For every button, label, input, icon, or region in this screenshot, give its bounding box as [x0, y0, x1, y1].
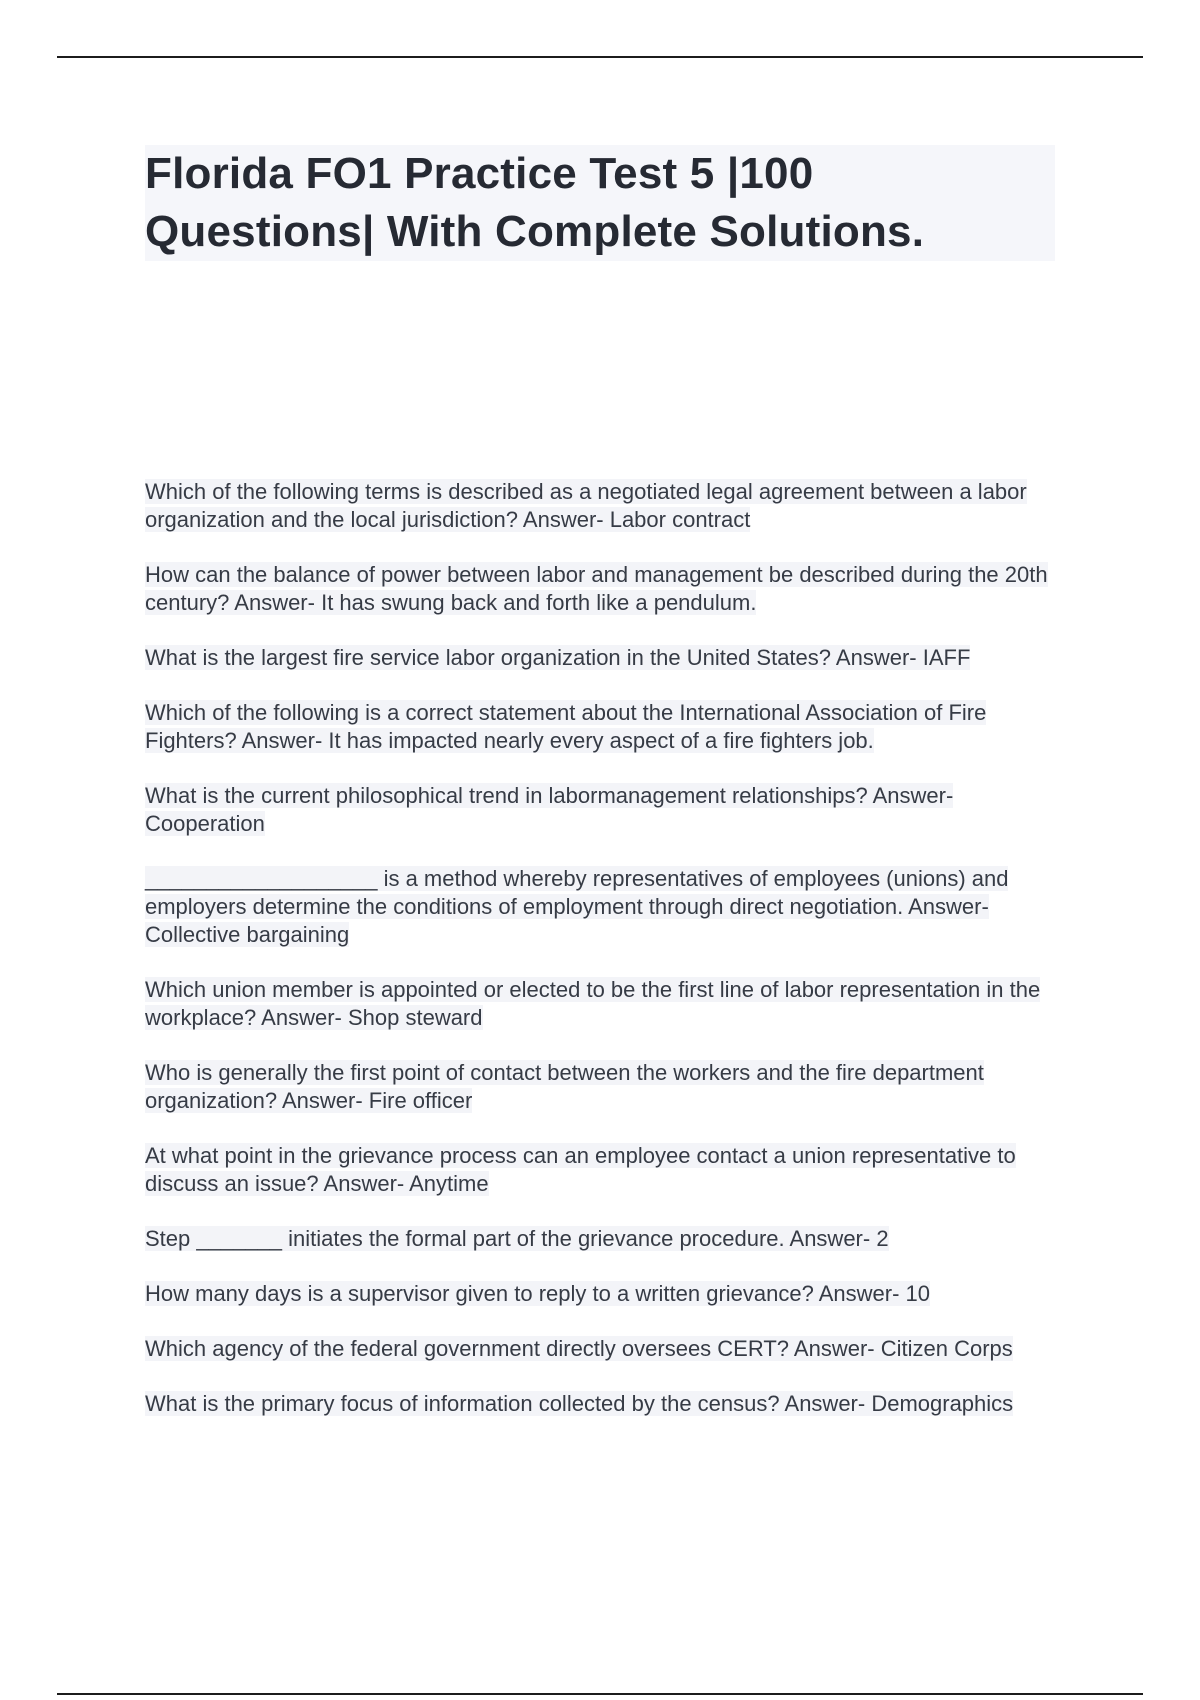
- question-item: [145, 1225, 1065, 1253]
- question-text: Which of the following is a correct statement about the International Association of Fire Fighters? Answer- It has impacted nearly every aspect of a fire fighters job.: [145, 700, 987, 753]
- question-text: How can the balance of power between labor and management be described during the 20th century? Answer- It has swung back and forth like a pendulum.: [145, 562, 1048, 615]
- question-item: [145, 1280, 1065, 1308]
- question-list: [145, 478, 1065, 1445]
- question-item: [145, 865, 1065, 949]
- question-item: [145, 478, 1065, 534]
- question-text: At what point in the grievance process can an employee contact a union representative to discuss an issue? Answer- Anytime: [145, 1143, 1016, 1196]
- title-block: [145, 145, 1055, 261]
- question-text: Which of the following terms is described as a negotiated legal agreement between a labor organization and the local jurisdiction? Answer- Labor contract: [145, 479, 1027, 532]
- question-text: Which union member is appointed or elected to be the first line of labor representation in the workplace? Answer- Shop steward: [145, 977, 1041, 1030]
- question-item: [145, 782, 1065, 838]
- question-text: What is the current philosophical trend in labormanagement relationships? Answer- Cooperation: [145, 783, 954, 836]
- question-item: [145, 1335, 1065, 1363]
- question-text: ___________________ is a method whereby representatives of employees (unions) and employers determine the conditions of employment through direct negotiation. Answer- Collective bargaining: [145, 866, 1009, 947]
- question-item: [145, 1142, 1065, 1198]
- question-item: [145, 699, 1065, 755]
- question-item: [145, 644, 1065, 672]
- question-item: [145, 1059, 1065, 1115]
- question-item: [145, 1390, 1065, 1418]
- question-text: What is the largest fire service labor organization in the United States? Answer- IAFF: [145, 645, 971, 670]
- question-text: Which agency of the federal government directly oversees CERT? Answer- Citizen Corps: [145, 1336, 1013, 1361]
- question-text: What is the primary focus of information collected by the census? Answer- Demographics: [145, 1391, 1014, 1416]
- document-title: Florida FO1 Practice Test 5 |100 Questions| With Complete Solutions.: [145, 149, 925, 256]
- question-item: [145, 561, 1065, 617]
- question-text: How many days is a supervisor given to reply to a written grievance? Answer- 10: [145, 1281, 931, 1306]
- question-text: Step _______ initiates the formal part of the grievance procedure. Answer- 2: [145, 1226, 889, 1251]
- footer-rule: [57, 1693, 1143, 1695]
- question-text: Who is generally the first point of contact between the workers and the fire department organization? Answer- Fire officer: [145, 1060, 984, 1113]
- question-item: [145, 976, 1065, 1032]
- header-rule: [57, 56, 1143, 58]
